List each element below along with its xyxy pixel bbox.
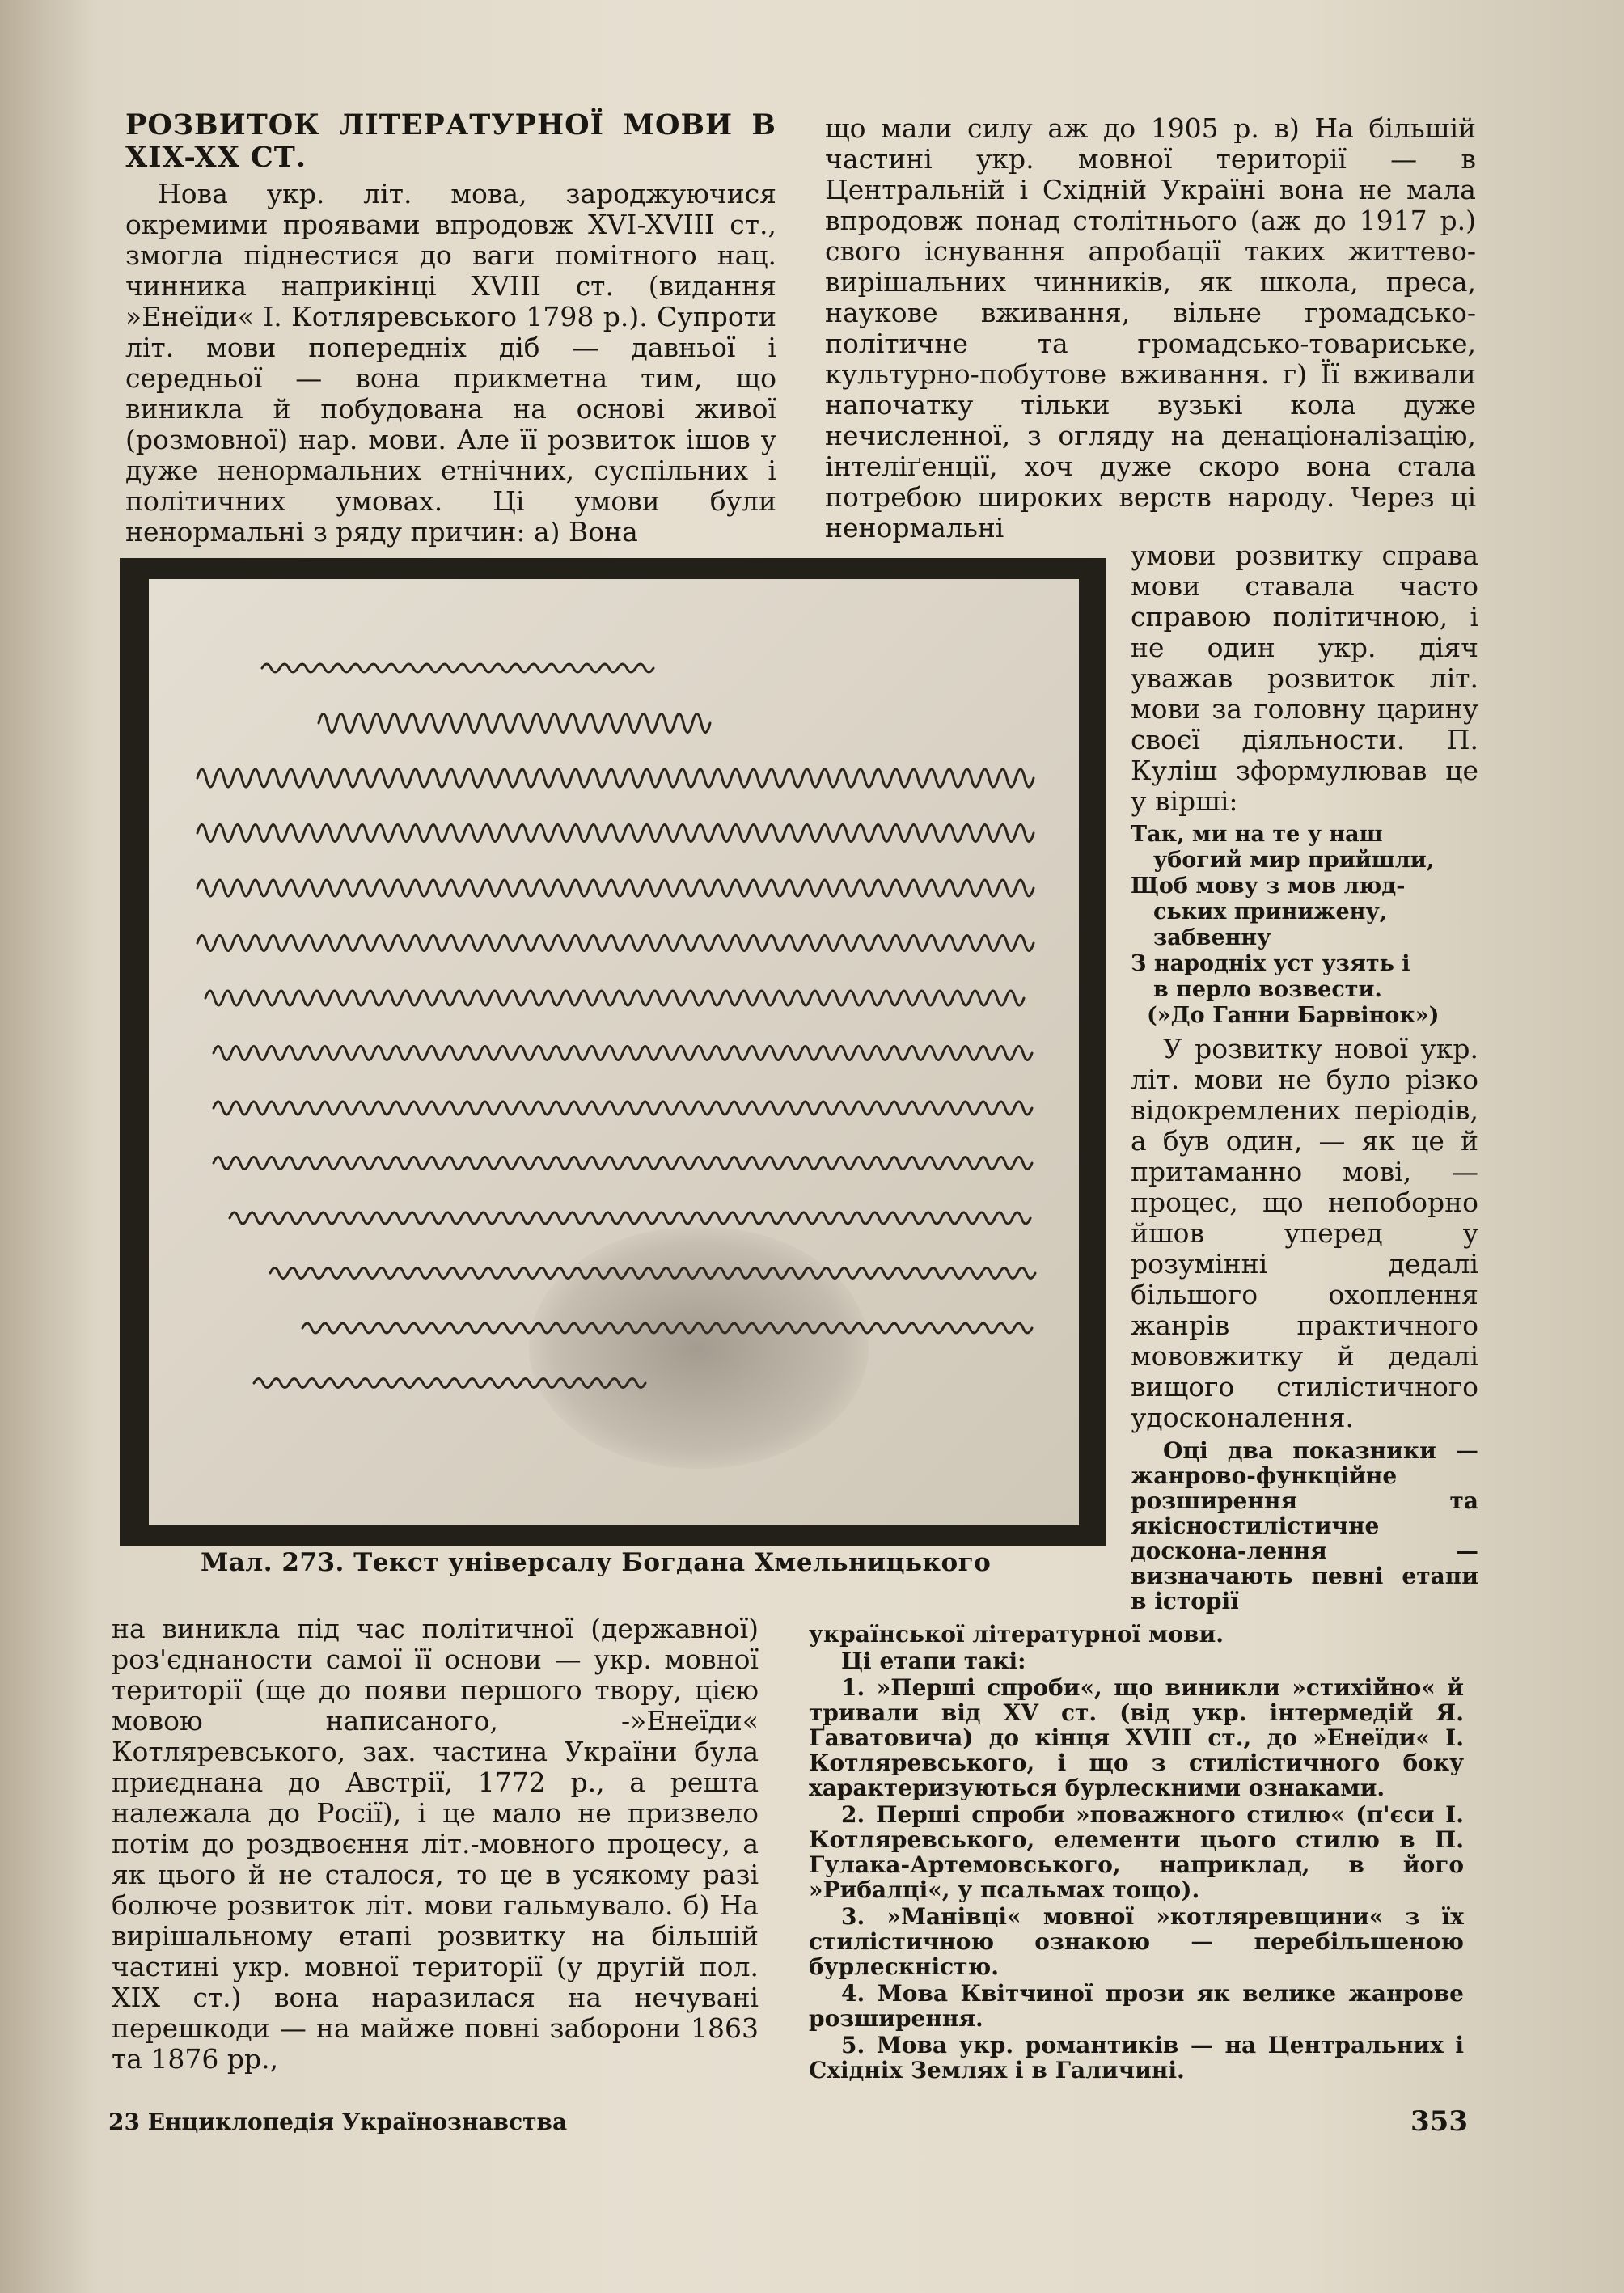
paragraph: Нова укр. літ. мова, зароджуючися окремими проявами впродовж XVI-XVIII ст., змогла піднестися до ваги помітного нац. чинника наприкінці XVIII ст. (видання »Енеїди« І. Котляревського 1798 р.). Супроти літ. мови попередніх діб — давньої і середньої — вона прикметна тим, що виникла й побудована на основі живої (розмовної) нар. мови. Але її розвиток ішов у дуже ненормальних етнічних, суспільних і політичних умовах. Ці умови були ненормальні з ряду причин: а) Вона <box>125 178 776 548</box>
handwriting-line <box>214 1157 1032 1170</box>
stage-item: 3. »Манівці« мовної »котляревщини« з їх стилістичною ознакою — перебільшеною бурлескністю. <box>809 1903 1464 1980</box>
paragraph: Оці два показники — жанрово-функційне розширення та якісностилістичне доскона-лення — визначають певні етапи в історії <box>1131 1437 1478 1614</box>
verse-line: Так, ми на те у наш <box>1131 822 1383 847</box>
handwriting-line <box>230 1212 1030 1224</box>
page-number: 353 <box>1410 2105 1468 2138</box>
stamp-smudge <box>529 1226 869 1469</box>
handwriting-line <box>197 769 1034 787</box>
handwriting-line <box>262 664 653 672</box>
paragraph: української літературної мови. <box>809 1621 1224 1648</box>
stages-list <box>809 1675 1464 2083</box>
handwriting-line <box>205 991 1024 1005</box>
handwriting-line <box>197 936 1034 951</box>
stage-item: 5. Мова укр. романтиків — на Центральних і Східніх Землях і в Галичині. <box>809 2032 1464 2084</box>
verse-line: Щоб мову з мов люд- <box>1131 874 1406 899</box>
manuscript-figure <box>120 558 1106 1546</box>
figure-caption: Мал. 273. Текст універсалу Богдана Хмельницького <box>201 1548 992 1577</box>
column-right-side <box>1131 540 1478 1614</box>
column-right-bottom <box>809 1622 1464 2084</box>
paragraph: умови розвитку справа мови ставала часто справою політичною, і не один укр. діяч уважав розвиток літ. мови за головну царину своєї діяльности. П. Куліш зформулював це у вірші: <box>1131 539 1478 817</box>
footer-source: 23 Енциклопедія Українознавства <box>108 2109 568 2135</box>
verse-line: в перло возвести. <box>1153 977 1382 1002</box>
verse-line: З народніх уст узять і <box>1131 951 1410 976</box>
handwriting-line <box>214 1047 1032 1060</box>
handwriting-line <box>197 825 1034 842</box>
paragraph: У розвитку нової укр. літ. мови не було різко відокремлених періодів, а був один, — як це й притаманно мові, — процес, що непоборно йшов уперед у розумінні дедалі більшого охоплення жанрів практичного мововжитку й дедалі вищого стилістичного удосконалення. <box>1131 1033 1478 1433</box>
stages-intro: Ці етапи такі: <box>841 1648 1026 1674</box>
column-left-bottom <box>112 1614 759 2075</box>
manuscript-document <box>149 579 1079 1525</box>
stage-item: 1. »Перші спроби«, що виникли »стихійно« й тривали від XV ст. (від укр. інтермедій Я. Ґаватовича) до кінця XVIII ст., до »Енеїди« І. Котляревського, і що з стилістичного боку характеризуються бурлескними ознаками. <box>809 1674 1464 1801</box>
poem-verse <box>1131 822 1478 1029</box>
stage-item: 2. Перші спроби »поважного стилю« (п'єси І. Котляревського, елементи цього стилю в П. Гулака-Артемовського, наприклад, в його »Рибалці«, у псальмах тощо). <box>809 1801 1464 1903</box>
stage-item: 4. Мова Квітчиної прози як велике жанрове розширення. <box>809 1980 1464 2032</box>
verse-line: убогий мир прийшли, <box>1153 848 1435 873</box>
handwriting-line <box>214 1102 1032 1115</box>
handwriting-line <box>319 714 710 733</box>
verse-line: забвенну <box>1153 925 1271 950</box>
paragraph: що мали силу аж до 1905 р. в) На більшій частині укр. мовної території — в Центральній і Східній Україні вона не мала впродовж понад столітнього (аж до 1917 р.) свого існування апробації таких життево-вирішальних чинників, як школа, преса, наукове вживання, вільне громадсько-політичне та громадсько-товариське, культурно-побутове вживання. г) Її вживали напочатку тільки вузькі кола дуже нечисленної, з огляду на денаціоналізацію, інтеліґенції, хоч дуже скоро вона стала потребою широких верств народу. Через ці ненормальні <box>825 112 1476 544</box>
column-right-top <box>825 113 1476 544</box>
verse-line: ських принижену, <box>1153 899 1388 924</box>
paragraph: на виникла під час політичної (державної) роз'єднаности самої її основи — укр. мовної території (ще до появи першого твору, цією мовою написаного, -»Енеїди« Котляревського, зах. частина України була приєднана до Австрії, 1772 р., а решта належала до Росії), і це мало не призвело потім до роздвоєння літ.-мовного процесу, а як цього й не сталося, то це в усякому разі болюче розвиток літ. мови гальмувало. б) На вирішальному етапі розвитку на більшій частині укр. мовної території (у другій пол. XIX ст.) вона наразилася на нечувані перешкоди — на майже повні заборони 1863 та 1876 рр., <box>112 1613 759 2075</box>
verse-line: (»До Ганни Барвінок») <box>1147 1003 1440 1028</box>
handwriting-line <box>197 880 1034 896</box>
column-left-top <box>125 109 776 548</box>
article-heading: РОЗВИТОК ЛІТЕРАТУРНОЇ МОВИ В XIX-XX СТ. <box>125 108 776 174</box>
